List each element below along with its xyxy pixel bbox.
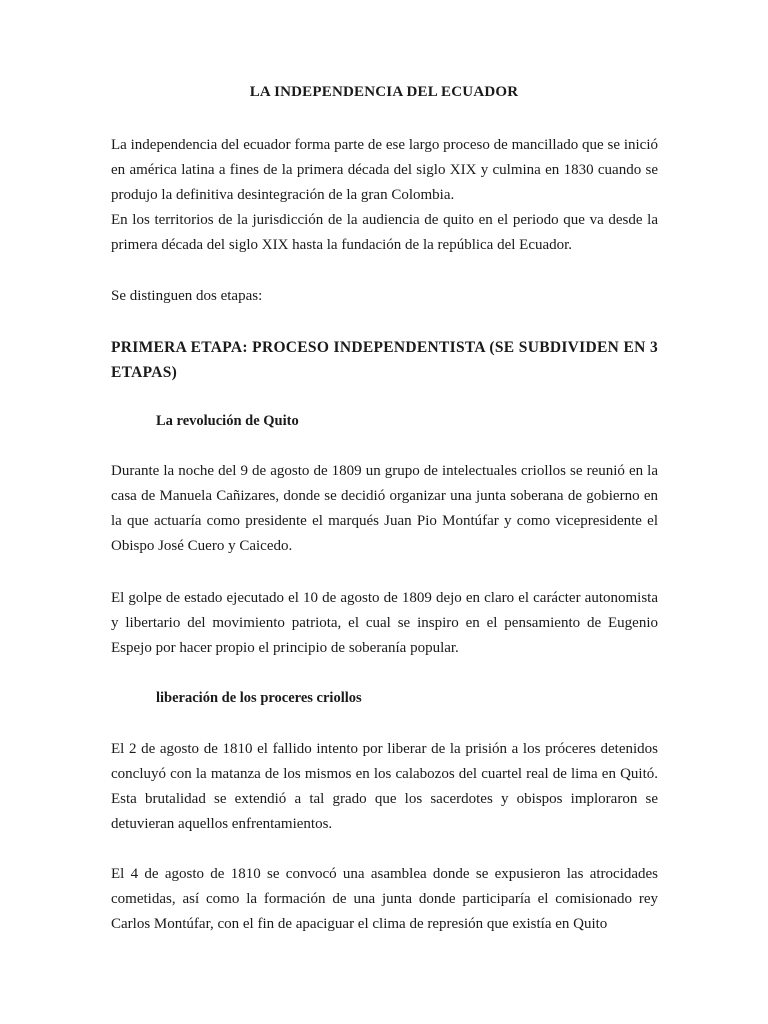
subsection-1-paragraph-2: El golpe de estado ejecutado el 10 de agosto de 1809 dejo en claro el carácter autonomista y libertario del movimiento patriota, el cual se inspiro en el pensamiento de Eugenio Espejo por hacer propio el principio de soberanía popular. [111, 590, 658, 656]
subsection-2-paragraph-1: El 2 de agosto de 1810 el fallido intento por liberar de la prisión a los próceres detenidos concluyó con la matanza de los mismos en los calabozos del cuartel real de lima en Quitó. Esta brutalidad se extendió a tal grado que los sacerdotes y obispos imploraron se detuvieran aquellos enfrentamientos. [111, 741, 658, 832]
intro-paragraph-2: En los territorios de la jurisdicción de la audiencia de quito en el periodo que va desde la primera década del siglo XIX hasta la fundación de la república del Ecuador. [111, 212, 658, 253]
subsection-2-heading: liberación de los proceres criollos [156, 690, 362, 706]
section-1-heading: PRIMERA ETAPA: PROCESO INDEPENDENTISTA (SE SUBDIVIDEN EN 3 ETAPAS) [111, 339, 658, 381]
subsection-2-paragraph-2: El 4 de agosto de 1810 se convocó una asamblea donde se expusieron las atrocidades cometidas, así como la formación de una junta donde participaría el comisionado rey Carlos Montúfar, con el fin de apaciguar el clima de represión que existía en Quito [111, 866, 658, 932]
subsection-1-heading: La revolución de Quito [156, 413, 299, 429]
stages-intro: Se distinguen dos etapas: [111, 288, 263, 304]
document-title: LA INDEPENDENCIA DEL ECUADOR [249, 84, 519, 100]
subsection-1-paragraph-1: Durante la noche del 9 de agosto de 1809 un grupo de intelectuales criollos se reunió en la casa de Manuela Cañizares, donde se decidió organizar una junta soberana de gobierno en la que actuaría como presidente el marqués Juan Pio Montúfar y como vicepresidente el Obispo José Cuero y Caicedo. [111, 463, 658, 554]
intro-paragraph-1: La independencia del ecuador forma parte de ese largo proceso de mancillado que se inició en américa latina a fines de la primera década del siglo XIX y culmina en 1830 cuando se produjo la definitiva desintegración de la gran Colombia. [111, 137, 658, 203]
